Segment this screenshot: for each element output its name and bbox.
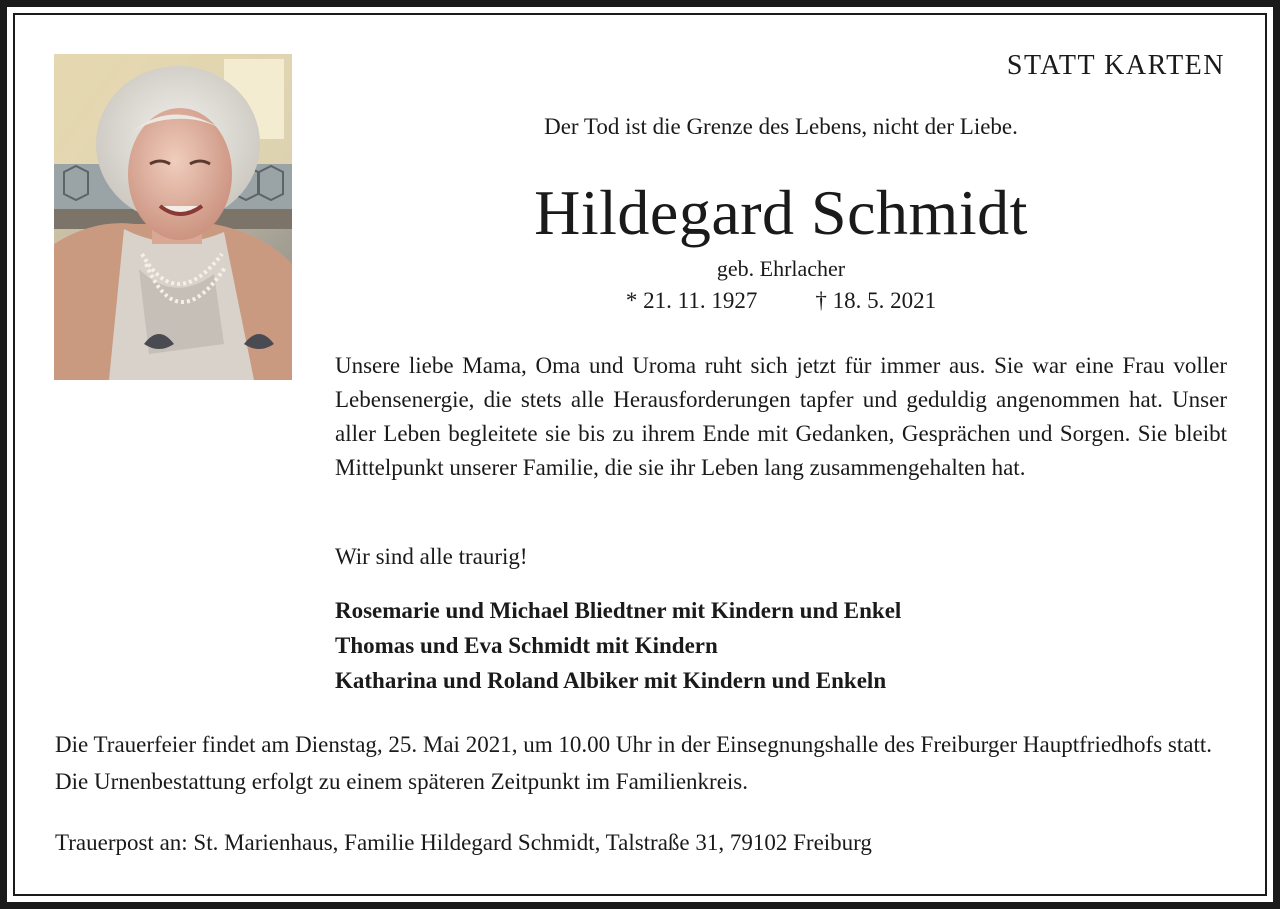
- funeral-info: Die Trauerfeier findet am Dienstag, 25. Mai 2021, um 10.00 Uhr in der Einsegnungshalle des Freiburger Hauptfriedhofs statt. Die Urnenbestattung erfolgt zu einem späteren Zeitpunkt im Familienkreis.: [55, 732, 1212, 794]
- portrait-photo: [54, 54, 292, 380]
- mourners-list: [335, 593, 901, 698]
- obituary-text: Unsere liebe Mama, Oma und Uroma ruht sich jetzt für immer aus. Sie war eine Frau voller Lebensenergie, die stets alle Herausforderungen tapfer und geduldig angenommen hat. Unser aller Leben begleitete sie bis zu ihrem Ende mit Gedanken, Gesprächen und Sorgen. Sie bleibt Mittelpunkt unserer Familie, die sie ihr Leben lang zusammengehalten hat.: [335, 353, 1227, 480]
- mailing-address: Trauerpost an: St. Marienhaus, Familie Hildegard Schmidt, Talstraße 31, 79102 Freiburg: [55, 830, 872, 855]
- mourner-line: Thomas und Eva Schmidt mit Kindern: [335, 633, 718, 658]
- closing-line: Wir sind alle traurig!: [335, 544, 528, 569]
- life-dates: [335, 288, 1227, 314]
- motto-quote: Der Tod ist die Grenze des Lebens, nicht der Liebe.: [544, 114, 1018, 139]
- birth-date: * 21. 11. 1927: [625, 288, 758, 313]
- mourner-line: Rosemarie und Michael Bliedtner mit Kindern und Enkel: [335, 598, 902, 623]
- header-statt-karten: STATT KARTEN: [1006, 50, 1225, 81]
- deceased-name: Hildegard Schmidt: [534, 177, 1028, 248]
- birth-name: geb. Ehrlacher: [716, 256, 846, 281]
- mourner-line: Katharina und Roland Albiker mit Kindern und Enkeln: [335, 668, 887, 693]
- death-date: † 18. 5. 2021: [815, 288, 937, 313]
